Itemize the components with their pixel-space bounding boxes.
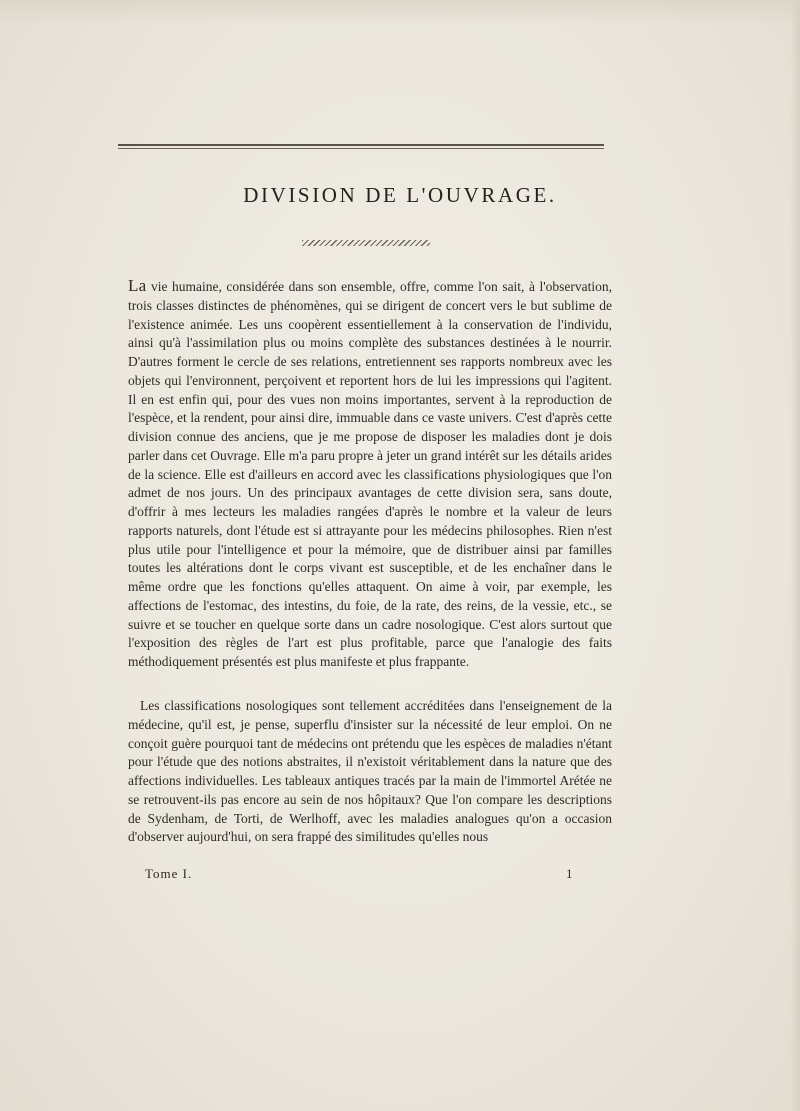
paragraph-1-initial: La bbox=[128, 276, 147, 295]
paragraph-1-body: vie humaine, considérée dans son ensemble, offre, comme l'on sait, à l'observation, trois classes distinctes de phénomènes, qui se dirigent de concert vers le but sublime de l'existence animée. Les uns coopèrent essentiellement à la conservation de l'individu, ainsi qu'à l'assimilation plus ou moins complète des substances destinées à le nourrir. D'autres forment le cercle de ses relations, entretiennent ses rapports nombreux avec les objets qui l'environnent, perçoivent et reportent hors de lui les impressions qui l'agitent. Il en est enfin qui, pour des vues non moins importantes, servent à la reproduction de l'espèce, et la rendent, pour ainsi dire, immuable dans ce vaste univers. C'est d'après cette division connue des anciens, que je me propose de disposer les maladies dont je dois parler dans cet Ouvrage. Elle m'a paru propre à jeter un grand intérêt sur les détails arides de la science. Elle est d'ailleurs en accord avec les classifications physiologiques que l'on admet de nos jours. Un des principaux avantages de cette division sera, sans doute, d'offrir à mes lecteurs les maladies rangées d'après le nombre et la valeur de leurs rapports naturels, dont l'étude est si attrayante pour les médecins philosophes. Rien n'est plus utile pour l'intelligence et pour la mémoire, que de distribuer ainsi par familles toutes les altérations dont le corps vivant est susceptible, et de les enchaîner dans le même ordre que les fonctions qu'elles attaquent. On aime à voir, par exemple, les affections de l'estomac, des intestins, du foie, de la rate, des reins, de la vessie, etc., se suivre et se toucher en quelque sorte dans un cadre nosologique. C'est alors surtout que l'exposition des règles de l'art est plus profitable, parce que l'analogie des faits méthodiquement présentés est plus manifeste et plus frappante. bbox=[128, 279, 612, 669]
volume-mark: Tome I. bbox=[145, 866, 193, 881]
page-title: DIVISION DE L'OUVRAGE. bbox=[243, 183, 557, 207]
paragraph-2: Les classifications nosologiques sont tellement accréditées dans l'enseignement de la médecine, qu'il est, je pense, superflu d'insister sur la nécessité de leur emploi. On ne conçoit guère pourquoi tant de médecins ont prétendu que les espèces de maladies n'étant pour l'étude que des notions abstraites, il n'existoit véritablement dans la nature que des affections individuelles. Les tableaux antiques tracés par la main de l'immortel Arétée ne se retrouvent-ils pas encore au sein de nos hôpitaux? Que l'on compare les descriptions de Sydenham, de Torti, de Werlhoff, avec les maladies analogues qu'on a occasion d'observer aujourd'hui, on sera frappé des similitudes qu'elles nous bbox=[128, 698, 612, 845]
header-double-rule bbox=[118, 144, 604, 149]
paragraph-1 bbox=[128, 277, 612, 672]
ornament-divider bbox=[302, 240, 430, 246]
signature-mark: 1 bbox=[566, 866, 573, 881]
page-top-edge bbox=[0, 0, 800, 26]
page-right-edge bbox=[790, 0, 800, 1111]
